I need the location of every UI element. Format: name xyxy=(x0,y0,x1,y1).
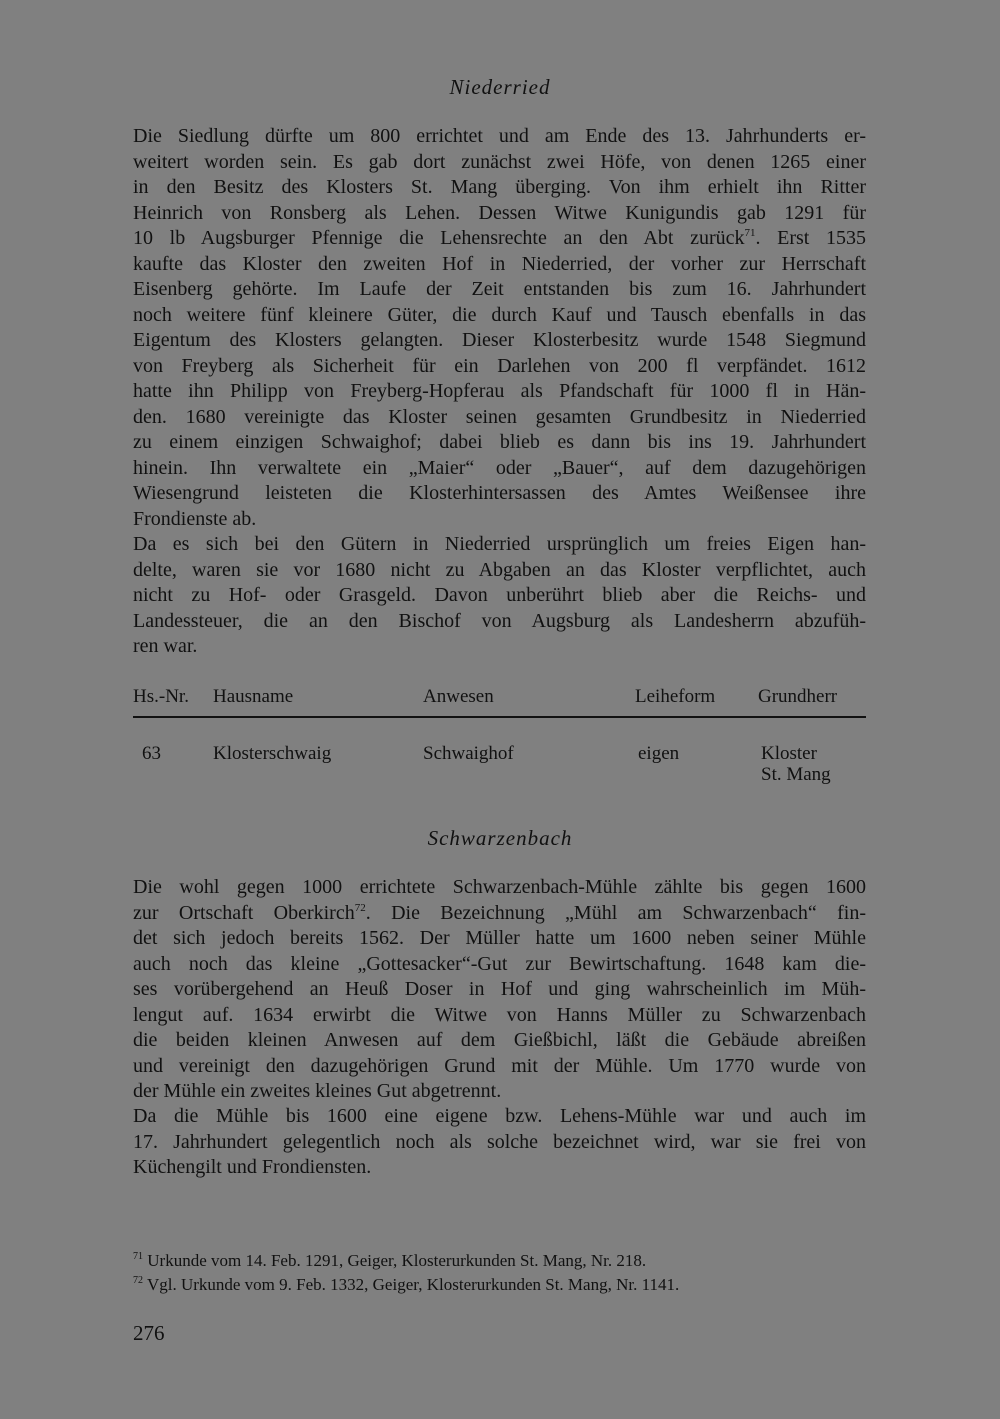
text-segment: . Erst 1535 xyxy=(755,227,867,249)
footnote-text: Urkunde vom 14. Feb. 1291, Geiger, Klosterurkunden St. Mang, Nr. 218. xyxy=(147,1251,647,1270)
paragraph-niederried-taxes xyxy=(133,532,866,660)
paragraph-schwarzenbach-history xyxy=(133,875,866,1105)
text-line: det sich jedoch bereits 1562. Der Müller hatte um 1600 neben seiner Mühle xyxy=(133,927,866,949)
text-line: Landessteuer, die an den Bischof von Augsburg als Landesherrn abzufüh- xyxy=(133,609,866,632)
paragraph-schwarzenbach-status xyxy=(133,1104,866,1181)
text-line: die beiden kleinen Anwesen auf dem Gießbichl, läßt die Gebäude abreißen xyxy=(133,1029,866,1051)
text-line-with-footnote xyxy=(133,226,866,252)
text-line: in den Besitz des Klosters St. Mang überging. Von ihm erhielt ihn Ritter xyxy=(133,176,866,198)
text-line: ses vorübergehend an Heuß Doser in Hof und ging wahrscheinlich im Müh- xyxy=(133,978,866,1000)
text-segment: . Die Bezeichnung „Mühl am Schwarzenbach“ fin- xyxy=(365,901,866,924)
text-line: und vereinigt den dazugehörigen Grund mit der Mühle. Um 1770 wurde von xyxy=(133,1054,866,1077)
text-line: Da die Mühle bis 1600 eine eigene bzw. Lehens-Mühle war und auch im xyxy=(133,1105,866,1127)
section-heading-niederried: Niederried xyxy=(449,75,551,99)
text-line: Die Siedlung dürfte um 800 errichtet und am Ende des 13. Jahrhunderts er- xyxy=(133,125,866,147)
column-header-leiheform: Leiheform xyxy=(635,686,716,707)
text-line: kaufte das Kloster den zweiten Hof in Niederried, der vorher zur Herrschaft xyxy=(133,252,866,275)
column-header-hs-nr: Hs.-Nr. xyxy=(133,686,189,707)
text-line: weitert worden sein. Es gab dort zunächst zwei Höfe, von denen 1265 einer xyxy=(133,150,866,173)
text-line: noch weitere fünf kleinere Güter, die durch Kauf und Tausch ebenfalls in das xyxy=(133,303,866,326)
text-line: Heinrich von Ronsberg als Lehen. Dessen Witwe Kunigundis gab 1291 für xyxy=(133,201,866,224)
text-line-with-footnote xyxy=(133,901,866,927)
footnote-71 xyxy=(133,1251,646,1271)
paragraph-niederried-history xyxy=(133,124,866,532)
cell-hausname: Klosterschwaig xyxy=(213,743,332,764)
footnote-number: 71 xyxy=(133,1251,143,1262)
text-line: von Freyberg als Sicherheit für ein Darlehen von 200 fl verpfändet. 1612 xyxy=(133,354,866,377)
cell-grundherr-line2: St. Mang xyxy=(761,764,831,785)
footnote-72 xyxy=(133,1275,679,1295)
footnote-number: 72 xyxy=(133,1275,143,1286)
text-line: Wiesengrund leisteten die Klosterhintersassen des Amtes Weißensee ihre xyxy=(133,482,866,504)
cell-hs-nr: 63 xyxy=(142,743,161,764)
text-line: Eisenberg gehörte. Im Laufe der Zeit entstanden bis zum 16. Jahrhundert xyxy=(133,278,866,300)
text-line: Die wohl gegen 1000 errichtete Schwarzenbach-Mühle zählte bis gegen 1600 xyxy=(133,876,866,898)
footnote-text: Vgl. Urkunde vom 9. Feb. 1332, Geiger, Klosterurkunden St. Mang, Nr. 1141. xyxy=(146,1275,680,1294)
cell-leiheform: eigen xyxy=(638,743,680,764)
text-line: zu einem einzigen Schwaighof; dabei blieb es dann bis ins 19. Jahrhundert xyxy=(133,431,866,453)
page-number: 276 xyxy=(133,1321,165,1345)
text-segment: zur Ortschaft Oberkirch xyxy=(133,901,355,924)
text-line: 17. Jahrhundert gelegentlich noch als solche bezeichnet wird, war sie frei von xyxy=(133,1130,866,1153)
text-segment: 10 lb Augsburger Pfennige die Lehensrechte an den Abt zurück xyxy=(133,227,745,249)
column-header-grundherr: Grundherr xyxy=(758,686,838,707)
footnote-ref-72: 72 xyxy=(354,901,366,914)
text-line: nicht zu Hof- oder Grasgeld. Davon unberührt blieb aber die Reichs- und xyxy=(133,584,866,606)
column-header-anwesen: Anwesen xyxy=(423,686,494,707)
text-line: lengut auf. 1634 erwirbt die Witwe von Hanns Müller zu Schwarzenbach xyxy=(133,1003,866,1026)
text-line: den. 1680 vereinigte das Kloster seinen gesamten Grundbesitz in Niederried xyxy=(133,405,866,428)
text-line: Eigentum des Klosters gelangten. Dieser Klosterbesitz wurde 1548 Siegmund xyxy=(133,329,866,351)
text-line: der Mühle ein zweites kleines Gut abgetrennt. xyxy=(133,1080,502,1102)
text-line: delte, waren sie vor 1680 nicht zu Abgaben an das Kloster verpflichtet, auch xyxy=(133,558,866,581)
cell-grundherr-line1: Kloster xyxy=(761,743,817,764)
text-line: ren war. xyxy=(133,635,198,657)
table-divider xyxy=(133,716,866,718)
section-heading-schwarzenbach: Schwarzenbach xyxy=(427,826,573,850)
text-line: Küchengilt und Frondiensten. xyxy=(133,1156,372,1178)
text-line: hatte ihn Philipp von Freyberg-Hopferau als Pfandschaft für 1000 fl in Hän- xyxy=(133,380,866,402)
column-header-hausname: Hausname xyxy=(213,686,294,707)
cell-anwesen: Schwaighof xyxy=(423,743,514,764)
text-line: auch noch das kleine „Gottesacker“-Gut zur Bewirtschaftung. 1648 kam die- xyxy=(133,952,866,975)
text-line: Da es sich bei den Gütern in Niederried ursprünglich um freies Eigen han- xyxy=(133,533,866,555)
footnote-ref-71: 71 xyxy=(744,227,756,239)
text-line: Frondienste ab. xyxy=(133,507,257,530)
text-line: hinein. Ihn verwaltete ein „Maier“ oder „Bauer“, auf dem dazugehörigen xyxy=(133,456,866,479)
